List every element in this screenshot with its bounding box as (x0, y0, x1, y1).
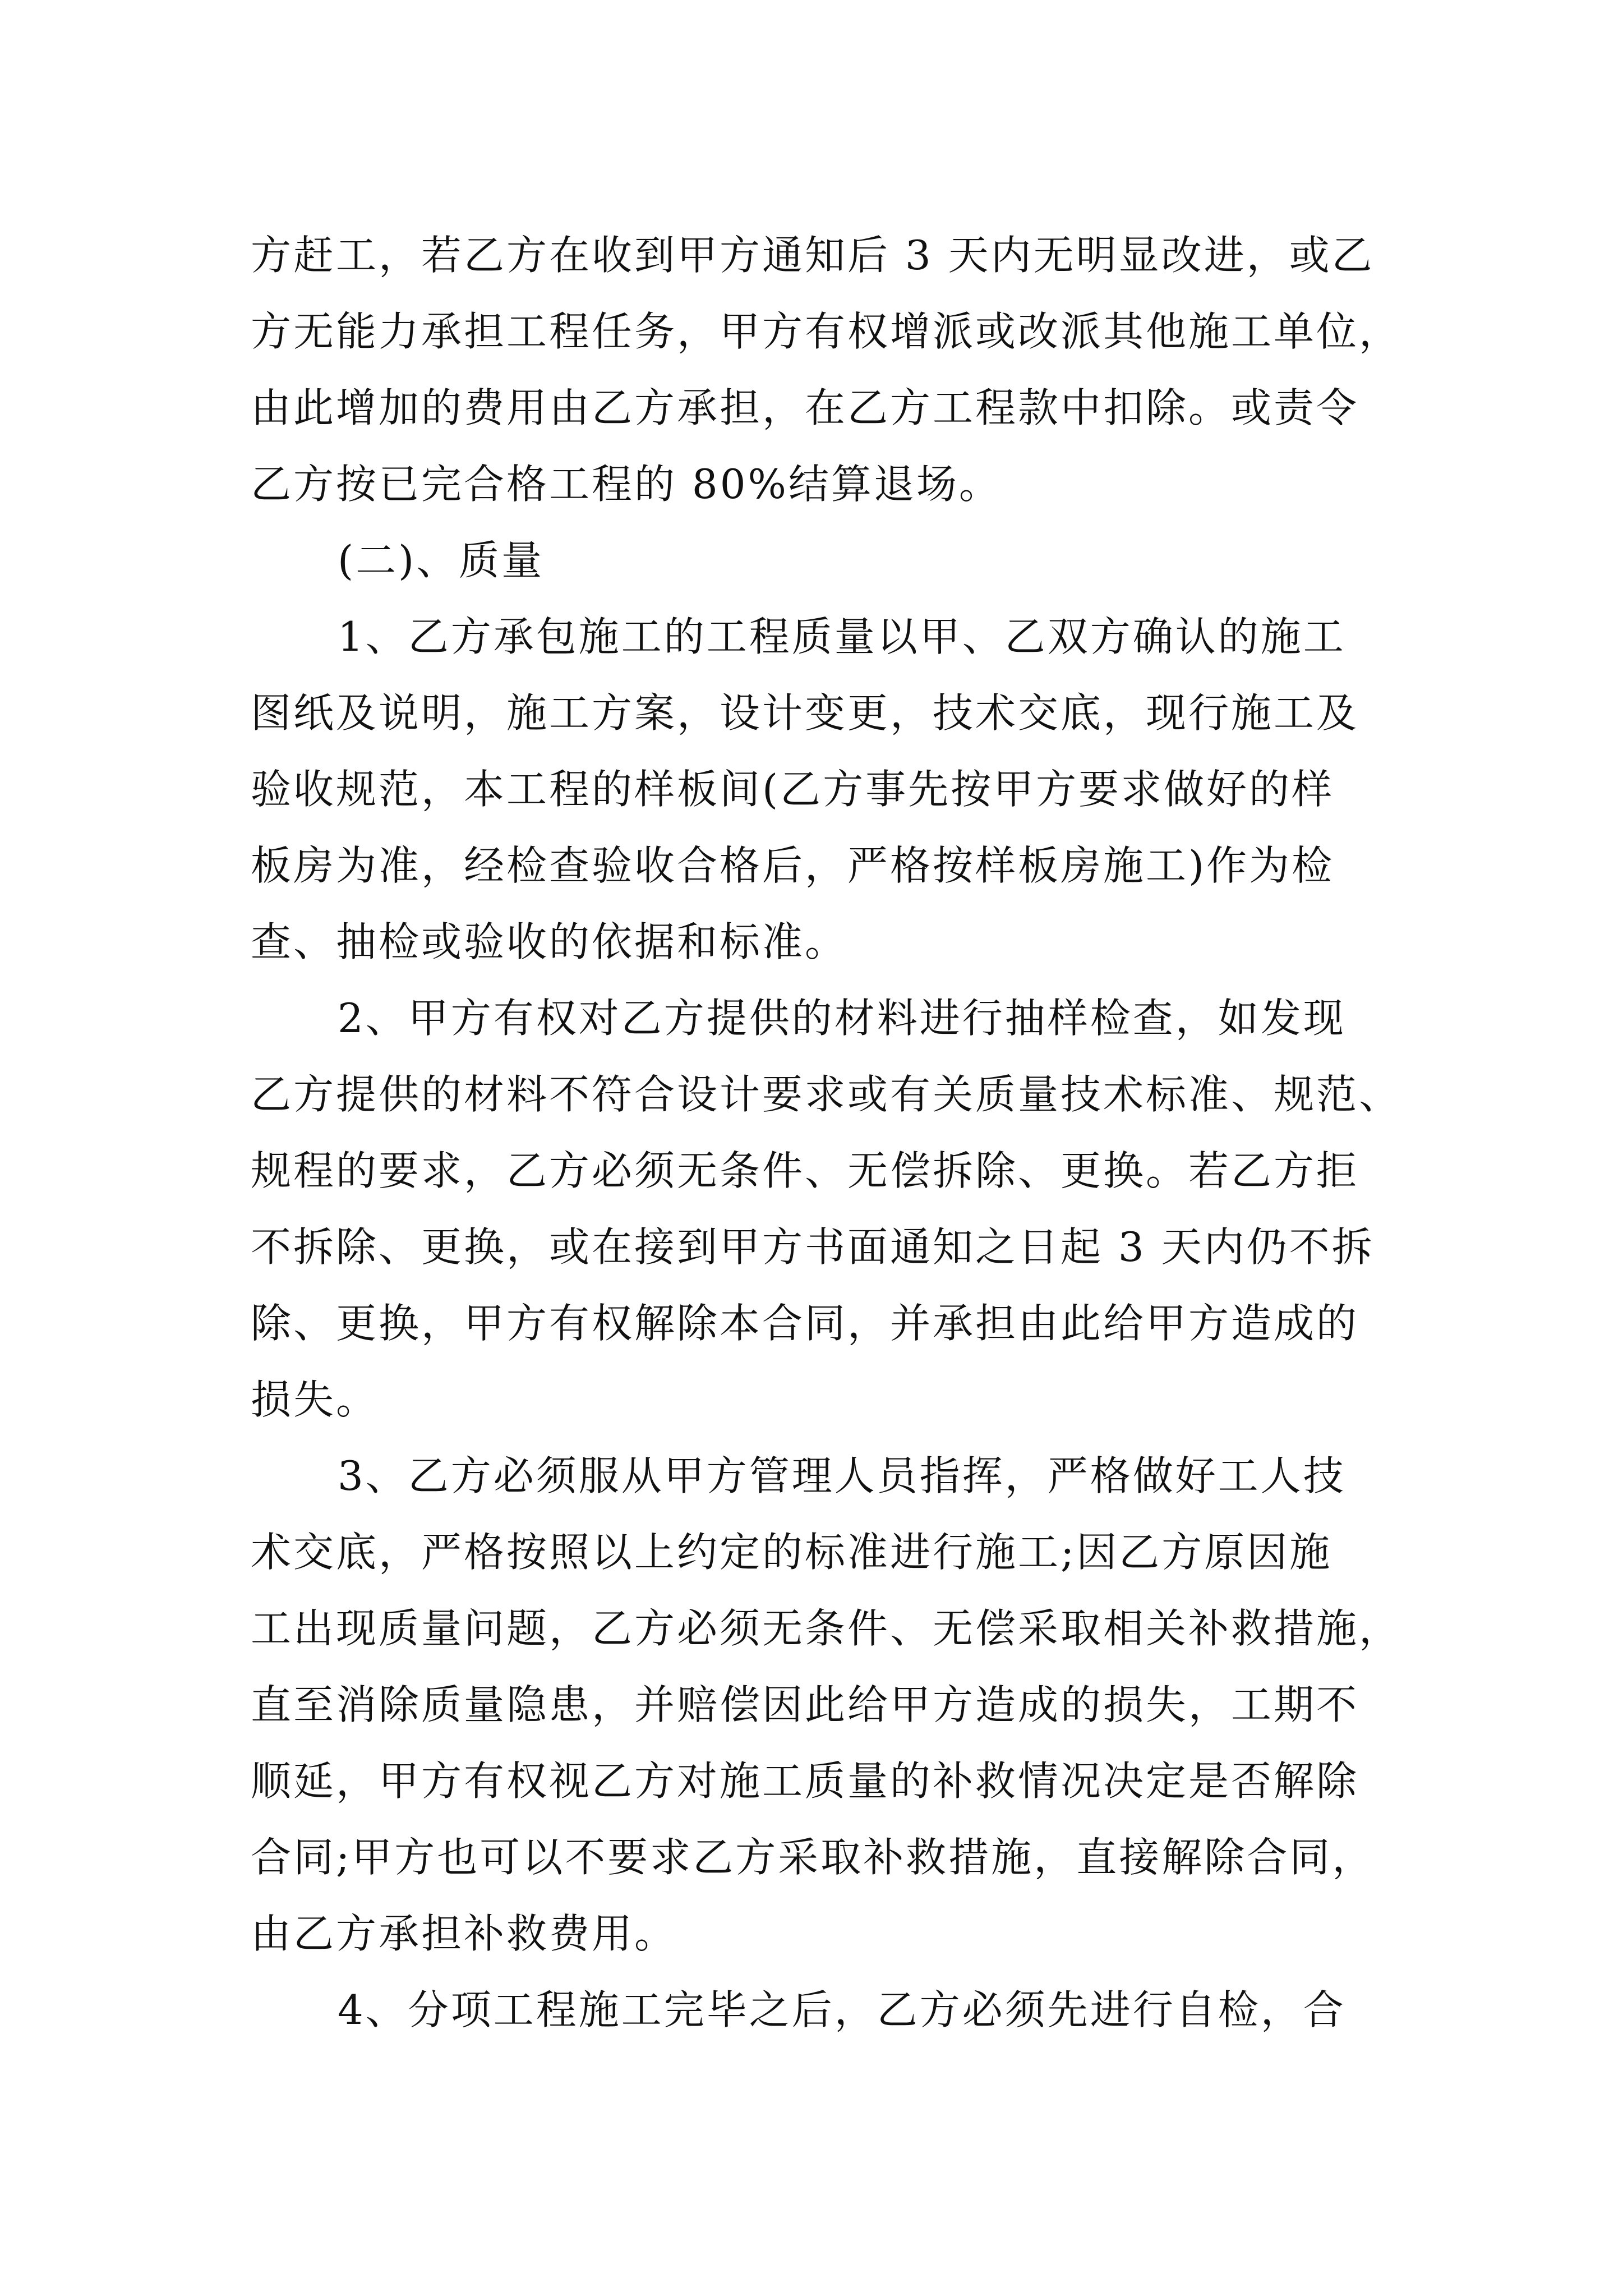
section-heading-quality (251, 522, 1428, 599)
text-line: 板房为准，经检查验收合格后，严格按样板房施工)作为检 (251, 842, 1335, 889)
text-line: 乙方提供的材料不符合设计要求或有关质量技术标准、规范、 (251, 1071, 1402, 1118)
text-line: 1、乙方承包施工的工程质量以甲、乙双方确认的施工 (338, 613, 1346, 660)
text-line: 由此增加的费用由乙方承担，在乙方工程款中扣除。或责令 (251, 384, 1359, 431)
text-line: 3、乙方必须服从甲方管理人员指挥，严格做好工人技 (338, 1452, 1346, 1499)
text-line: 验收规范，本工程的样板间(乙方事先按甲方要求做好的样 (251, 766, 1335, 813)
paragraph-item-4 (251, 1972, 1428, 2048)
heading-line: (二)、质量 (338, 537, 545, 584)
text-line: 术交底，严格按照以上约定的标准进行施工;因乙方原因施 (251, 1529, 1332, 1576)
text-line: 工出现质量问题，乙方必须无条件、无偿采取相关补救措施， (251, 1605, 1402, 1652)
text-line: 直至消除质量隐患，并赔偿因此给甲方造成的损失，工期不 (251, 1681, 1359, 1728)
paragraph-item-1 (251, 599, 1428, 980)
paragraph-item-2 (251, 980, 1428, 1438)
text-line: 合同;甲方也可以不要求乙方采取补救措施，直接解除合同， (251, 1834, 1375, 1881)
text-line: 乙方按已完合格工程的 80%结算退场。 (251, 461, 1002, 508)
text-line: 4、分项工程施工完毕之后，乙方必须先进行自检，合 (338, 1986, 1346, 2033)
text-line: 规程的要求，乙方必须无条件、无偿拆除、更换。若乙方拒 (251, 1147, 1359, 1194)
text-line: 2、甲方有权对乙方提供的材料进行抽样检查，如发现 (338, 995, 1346, 1042)
paragraph-continuation (251, 217, 1428, 522)
text-line: 损失。 (251, 1376, 379, 1423)
text-line: 顺延，甲方有权视乙方对施工质量的补救情况决定是否解除 (251, 1757, 1359, 1805)
text-line: 由乙方承担补救费用。 (251, 1910, 677, 1957)
text-line: 方赶工，若乙方在收到甲方通知后 3 天内无明显改进，或乙 (251, 232, 1375, 279)
text-line: 查、抽检或验收的依据和标准。 (251, 918, 848, 965)
text-line: 图纸及说明，施工方案，设计变更，技术交底，现行施工及 (251, 689, 1359, 737)
paragraph-item-3 (251, 1438, 1428, 1972)
text-line: 方无能力承担工程任务，甲方有权增派或改派其他施工单位， (251, 308, 1402, 355)
text-line: 除、更换，甲方有权解除本合同，并承担由此给甲方造成的 (251, 1300, 1359, 1347)
text-line: 不拆除、更换，或在接到甲方书面通知之日起 3 天内仍不拆 (251, 1223, 1375, 1271)
document-body (251, 217, 1428, 2048)
